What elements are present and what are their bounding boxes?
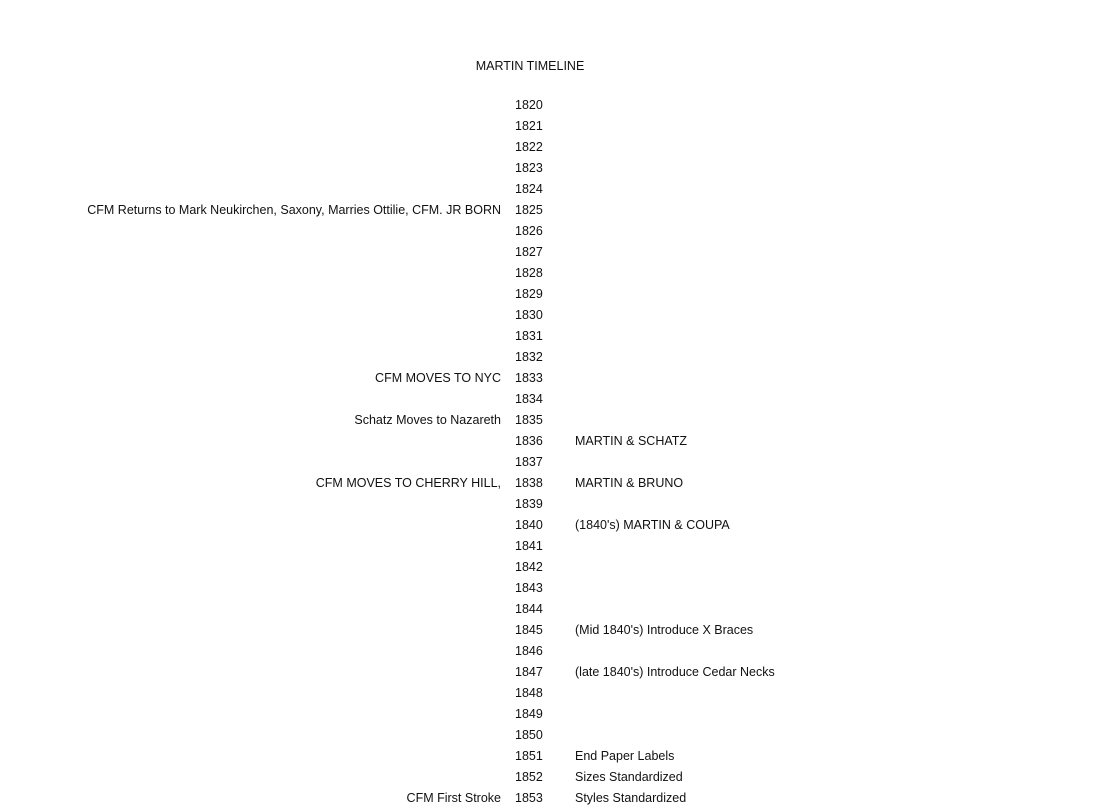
left-event-text: CFM Returns to Mark Neukirchen, Saxony, Marries Ottilie, CFM. JR BORN [87, 203, 501, 217]
timeline-row [0, 263, 1108, 284]
year-label: 1821 [515, 119, 543, 133]
year-label: 1824 [515, 182, 543, 196]
timeline-row [0, 326, 1108, 347]
year-label: 1846 [515, 644, 543, 658]
year-label: 1853 [515, 791, 543, 805]
timeline-row [0, 431, 1108, 452]
year-label: 1840 [515, 518, 543, 532]
year-label: 1834 [515, 392, 543, 406]
year-label: 1843 [515, 581, 543, 595]
right-event-text: (1840's) MARTIN & COUPA [575, 518, 730, 532]
year-label: 1820 [515, 98, 543, 112]
left-event-text: CFM MOVES TO CHERRY HILL, [315, 476, 501, 490]
year-label: 1830 [515, 308, 543, 322]
timeline-row [0, 662, 1108, 683]
year-label: 1847 [515, 665, 543, 679]
year-label: 1838 [515, 476, 543, 490]
year-label: 1835 [515, 413, 543, 427]
timeline-row [0, 494, 1108, 515]
left-event-text: Schatz Moves to Nazareth [354, 413, 501, 427]
timeline-row [0, 179, 1108, 200]
year-label: 1825 [515, 203, 543, 217]
timeline-row [0, 137, 1108, 158]
timeline-row [0, 620, 1108, 641]
timeline-row [0, 473, 1108, 494]
timeline-row [0, 788, 1108, 809]
right-event-text: MARTIN & BRUNO [575, 476, 684, 490]
year-label: 1832 [515, 350, 543, 364]
timeline-row [0, 221, 1108, 242]
timeline-row [0, 116, 1108, 137]
year-label: 1823 [515, 161, 543, 175]
year-label: 1822 [515, 140, 543, 154]
year-label: 1848 [515, 686, 543, 700]
year-label: 1827 [515, 245, 543, 259]
year-label: 1833 [515, 371, 543, 385]
timeline-row [0, 284, 1108, 305]
year-label: 1829 [515, 287, 543, 301]
timeline-row [0, 641, 1108, 662]
timeline-row [0, 536, 1108, 557]
year-label: 1845 [515, 623, 543, 637]
timeline-row [0, 515, 1108, 536]
year-label: 1837 [515, 455, 543, 469]
year-label: 1849 [515, 707, 543, 721]
timeline-row [0, 725, 1108, 746]
timeline-row [0, 410, 1108, 431]
right-event-text: (late 1840's) Introduce Cedar Necks [575, 665, 775, 679]
timeline-row [0, 767, 1108, 788]
timeline-row [0, 578, 1108, 599]
timeline-row [0, 242, 1108, 263]
timeline-row [0, 200, 1108, 221]
year-label: 1842 [515, 560, 543, 574]
timeline-row [0, 347, 1108, 368]
right-event-text: Sizes Standardized [575, 770, 683, 784]
timeline-row [0, 704, 1108, 725]
timeline-row [0, 368, 1108, 389]
timeline-row [0, 305, 1108, 326]
timeline-row [0, 158, 1108, 179]
year-label: 1831 [515, 329, 543, 343]
year-label: 1826 [515, 224, 543, 238]
year-label: 1851 [515, 749, 543, 763]
year-label: 1850 [515, 728, 543, 742]
year-label: 1839 [515, 497, 543, 511]
timeline [0, 95, 1108, 809]
timeline-row [0, 95, 1108, 116]
year-label: 1836 [515, 434, 543, 448]
timeline-row [0, 746, 1108, 767]
timeline-row [0, 452, 1108, 473]
timeline-row [0, 389, 1108, 410]
timeline-row [0, 599, 1108, 620]
timeline-row [0, 557, 1108, 578]
year-label: 1852 [515, 770, 543, 784]
right-event-text: MARTIN & SCHATZ [575, 434, 688, 448]
right-event-text: End Paper Labels [575, 749, 675, 763]
left-event-text: CFM MOVES TO NYC [375, 371, 501, 385]
left-event-text: CFM First Stroke [406, 791, 501, 805]
right-event-text: Styles Standardized [575, 791, 687, 805]
year-label: 1828 [515, 266, 543, 280]
year-label: 1844 [515, 602, 543, 616]
year-label: 1841 [515, 539, 543, 553]
document-title: MARTIN TIMELINE [475, 59, 585, 73]
right-event-text: (Mid 1840's) Introduce X Braces [575, 623, 754, 637]
timeline-row [0, 683, 1108, 704]
